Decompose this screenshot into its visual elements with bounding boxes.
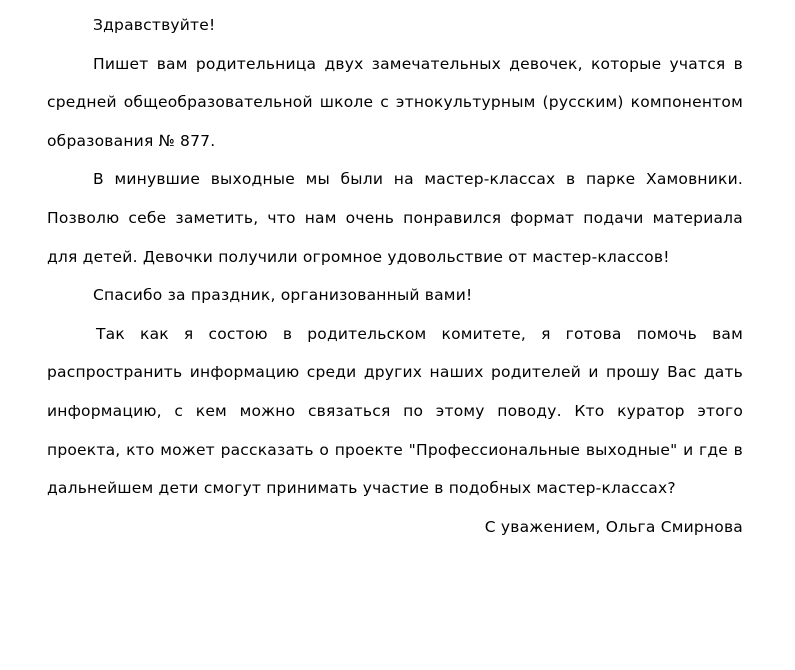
signature: С уважением, Ольга Смирнова [484,517,743,536]
paragraph-thanks: Спасибо за праздник, организованный вами! [93,286,473,305]
paragraph-master-classes: В минувшие выходные мы были на мастер-классах в парке Хамовники. Позволю себе заметить, что нам очень понравился формат подачи материала для детей. Девочки получили огромное удовольствие от мастер-классов! [47,170,743,266]
letter [47,6,743,546]
paragraph-parent-intro: Пишет вам родительница двух замечательных девочек, которые учатся в средней общеобразовательной школе с этнокультурным (русским) компонентом образования № 877. [47,54,743,150]
greeting: Здравствуйте! [93,16,216,34]
paragraph-request: Так как я состою в родительском комитете, я готова помочь вам распространить информацию среди других наших родителей и прошу Вас дать информацию, с кем можно связаться по этому поводу. Кто куратор этого проекта, кто может рассказать о проекте "Профессиональные выходные" и где в дальнейшем дети смогут принимать участие в подобных мастер-классах? [47,324,743,498]
